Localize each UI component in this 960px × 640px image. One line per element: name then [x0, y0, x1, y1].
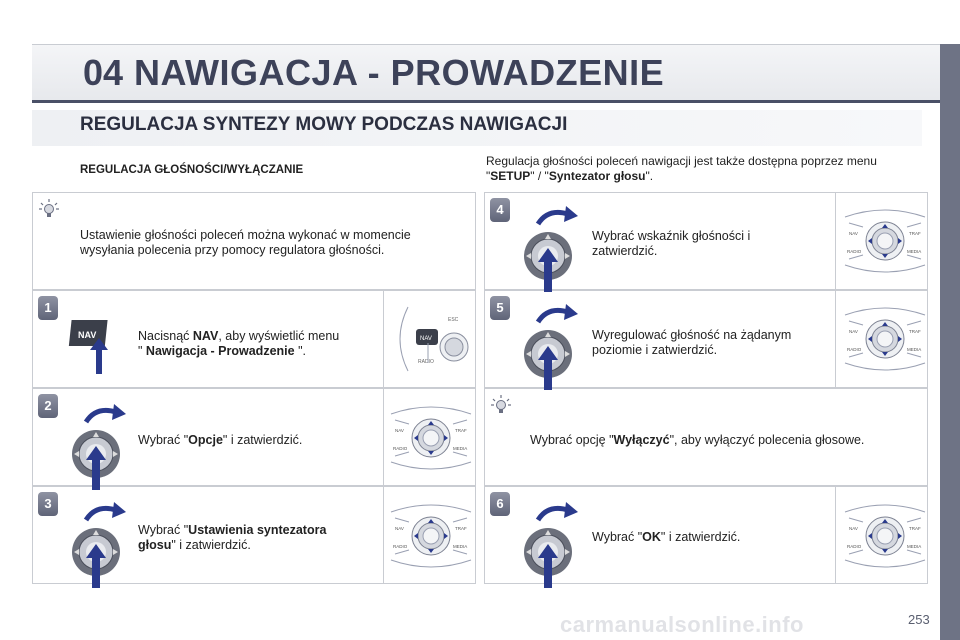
- header-rule: [32, 100, 956, 103]
- note-line1: Regulacja głośności poleceń nawigacji jest także dostępna poprzez menu: [486, 154, 877, 168]
- setup-note: [486, 154, 926, 184]
- ctrl-label-radio: RADIO: [393, 544, 408, 549]
- step3-text: [138, 523, 326, 553]
- step5-line2: poziomie i zatwierdzić.: [592, 343, 718, 357]
- ctrl-label-media: MEDIA: [907, 347, 922, 352]
- lightbulb-icon: [38, 198, 60, 220]
- rotary-knob-illustration: [518, 204, 598, 294]
- ctrl-label-media: MEDIA: [907, 544, 922, 549]
- note-end: ".: [645, 169, 654, 183]
- ctrl-radio-label: RADIO: [418, 359, 434, 365]
- controller-diagram-image: [839, 205, 931, 277]
- side-bar: [940, 44, 960, 640]
- ctrl-label-radio: RADIO: [847, 249, 862, 254]
- step2-bold: Opcje: [188, 433, 223, 447]
- rotary-knob-illustration: [66, 402, 146, 492]
- controller-diagram-image: [839, 303, 931, 375]
- ctrl-label-nav: NAV: [849, 231, 858, 236]
- ctrl-nav-label: NAV: [420, 336, 432, 342]
- step-badge-6: 6: [490, 492, 510, 516]
- section-title: REGULACJA SYNTEZY MOWY PODCZAS NAWIGACJI: [80, 114, 568, 135]
- step1-nav: NAV: [192, 329, 219, 343]
- image-divider-right-top: [835, 192, 836, 388]
- step2-pre: Wybrać ": [138, 433, 189, 447]
- tip-left-text: [80, 228, 411, 258]
- step-badge-1: 1: [38, 296, 58, 320]
- step4-line1: Wybrać wskaźnik głośności i: [592, 229, 751, 243]
- step2-post: " i zatwierdzić.: [222, 433, 303, 447]
- step1-text: [138, 329, 339, 359]
- ctrl-label-nav: NAV: [395, 526, 404, 531]
- ctrl-label-traf: TRAF: [909, 231, 921, 236]
- step-badge-4: 4: [490, 198, 510, 222]
- rotary-knob-illustration: [66, 500, 146, 590]
- watermark: carmanualsonline.info: [560, 612, 804, 637]
- chapter-title: NAWIGACJA - PROWADZENIE: [134, 52, 665, 93]
- ctrl-label-radio: RADIO: [847, 544, 862, 549]
- tip-right-text: [530, 433, 864, 448]
- tip-left-line1: Ustawienie głośności poleceń można wykonać w momencie: [80, 228, 411, 242]
- tip-right-post: ", aby wyłączyć polecenia głosowe.: [669, 433, 865, 447]
- step-badge-5: 5: [490, 296, 510, 320]
- ctrl-label-nav: NAV: [849, 526, 858, 531]
- rotary-knob-illustration: [518, 302, 598, 392]
- ctrl-label-traf: TRAF: [909, 329, 921, 334]
- step3-post: " i zatwierdzić.: [171, 538, 251, 552]
- rotary-knob-illustration: [518, 500, 598, 590]
- rotate-arrow-icon: [538, 502, 578, 520]
- page-number: 253: [908, 612, 930, 627]
- step6-text: [592, 530, 740, 545]
- ctrl-label-nav: NAV: [395, 428, 404, 433]
- ctrl-label-nav: NAV: [849, 329, 858, 334]
- nav-button-illustration: [68, 316, 132, 376]
- step-badge-2: 2: [38, 394, 58, 418]
- controller-diagram-image: [385, 500, 477, 572]
- note-q1: ": [486, 169, 491, 183]
- ctrl-label-traf: TRAF: [909, 526, 921, 531]
- nav-key-label: NAV: [78, 330, 97, 340]
- step1-pre: Nacisnąć: [138, 329, 193, 343]
- step1-q: ": [138, 344, 146, 358]
- tip-right-bold: Wyłączyć: [613, 433, 670, 447]
- lightbulb-icon: [490, 394, 512, 416]
- image-divider-left: [383, 290, 384, 584]
- note-setup: SETUP: [490, 169, 531, 183]
- rotate-arrow-icon: [538, 304, 578, 322]
- step2-text: [138, 433, 302, 448]
- controller-diagram-image: [385, 402, 477, 474]
- ctrl-label-media: MEDIA: [453, 446, 468, 451]
- step1-mid: , aby wyświetlić menu: [218, 329, 340, 343]
- controller-diagram-image: [839, 500, 931, 572]
- tip-right-pre: Wybrać opcję ": [530, 433, 614, 447]
- note-sep: " / ": [530, 169, 549, 183]
- ctrl-label-radio: RADIO: [847, 347, 862, 352]
- rotate-arrow-icon: [86, 502, 126, 520]
- chapter-number: 04: [83, 52, 124, 93]
- ctrl-label-media: MEDIA: [907, 249, 922, 254]
- ctrl-label-media: MEDIA: [453, 544, 468, 549]
- step4-line2: zatwierdzić.: [592, 244, 658, 258]
- step3-bold2: głosu: [138, 538, 172, 552]
- note-synth: Syntezator głosu: [548, 169, 646, 183]
- step3-pre: Wybrać ": [138, 523, 189, 537]
- ctrl-label-traf: TRAF: [455, 526, 467, 531]
- image-divider-right-bottom: [835, 486, 836, 584]
- step6-bold: OK: [642, 530, 661, 544]
- rotate-arrow-icon: [86, 404, 126, 422]
- ctrl-label-traf: TRAF: [455, 428, 467, 433]
- step5-text: [592, 328, 791, 358]
- step-badge-3: 3: [38, 492, 58, 516]
- ctrl-label-radio: RADIO: [393, 446, 408, 451]
- dashboard-controls-image: [388, 303, 480, 375]
- step1-post: ".: [294, 344, 306, 358]
- step1-menu: Nawigacja - Prowadzenie: [145, 344, 295, 358]
- step5-line1: Wyregulować głośność na żądanym: [592, 328, 792, 342]
- step3-bold: Ustawienia syntezatora: [188, 523, 327, 537]
- rotate-arrow-icon: [538, 206, 578, 224]
- volume-heading: REGULACJA GŁOŚNOŚCI/WYŁĄCZANIE: [80, 164, 304, 176]
- tip-left-line2: wysyłania polecenia przy pomocy regulatora głośności.: [80, 243, 385, 257]
- ctrl-esc-label: ESC: [448, 317, 459, 323]
- step6-post: " i zatwierdzić.: [660, 530, 741, 544]
- step6-pre: Wybrać ": [592, 530, 643, 544]
- step4-text: [592, 229, 750, 259]
